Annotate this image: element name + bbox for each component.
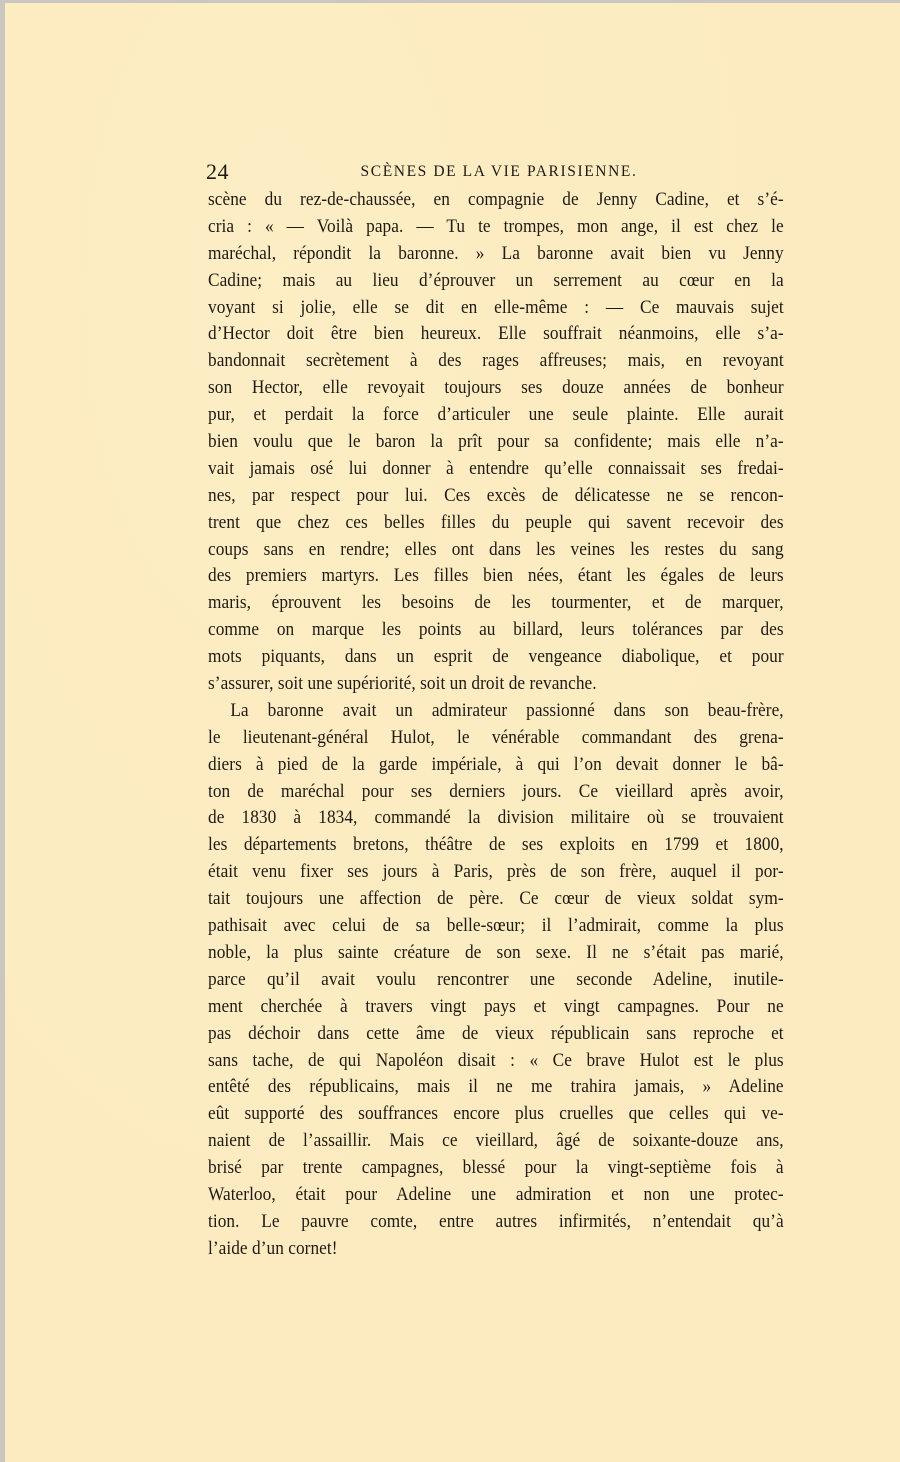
running-head [206,159,784,187]
text-line: parce qu’il avait voulu rencontrer une seconde Adeline, inutile- [208,968,784,990]
text-line: les départements bretons, théâtre de ses exploits en 1799 et 1800, [208,834,784,856]
paragraph [208,698,784,1263]
text-line: entêté des républicains, mais il ne me trahira jamais, » Adeline [208,1076,784,1098]
text-line: diers à pied de la garde impériale, à qui l’on devait donner le bâ- [208,753,784,775]
text-line: des premiers martyrs. Les filles bien nées, étant les égales de leurs [208,565,784,587]
text-line: pur, et perdait la force d’articuler une seule plainte. Elle aurait [208,404,784,426]
text-line: l’aide d’un cornet! [208,1237,338,1259]
text-line: cria : « — Voilà papa. — Tu te trompes, mon ange, il est chez le [208,215,784,237]
text-line: eût supporté des souffrances encore plus cruelles que celles qui ve- [208,1103,784,1125]
text-line: le lieutenant-général Hulot, le vénérable commandant des grena- [208,726,784,748]
text-line: vait jamais osé lui donner à entendre qu’elle connaissait ses fredai- [208,457,784,479]
body-text [208,187,784,1263]
text-line: ton de maréchal pour ses derniers jours. Ce vieillard après avoir, [208,780,784,802]
text-line: bien voulu que le baron la prît pour sa confidente; mais elle n’a- [208,431,784,453]
text-line: coups sans en rendre; elles ont dans les veines les restes du sang [208,538,784,560]
text-line: tait toujours une affection de père. Ce cœur de vieux soldat sym- [208,888,784,910]
text-line: noble, la plus sainte créature de son sexe. Il ne s’était pas marié, [208,941,784,963]
text-line: Waterloo, était pour Adeline une admiration et non une protec- [208,1183,784,1205]
text-line: maris, éprouvent les besoins de les tourmenter, et de marquer, [208,592,784,614]
text-line: voyant si jolie, elle se dit en elle-même : — Ce mauvais sujet [208,296,784,318]
text-line: naient de l’assaillir. Mais ce vieillard, âgé de soixante-douze ans, [208,1130,784,1152]
text-line: pathisait avec celui de sa belle-sœur; il l’admirait, comme la plus [208,915,784,937]
text-line: tion. Le pauvre comte, entre autres infirmités, n’entendait qu’à [208,1210,784,1232]
paragraph [208,187,784,698]
text-line: d’Hector doit être bien heureux. Elle souffrait néanmoins, elle s’a- [208,323,784,345]
text-line: comme on marque les points au billard, leurs tolérances par des [208,619,784,641]
text-line: scène du rez-de-chaussée, en compagnie de Jenny Cadine, et s’é- [208,189,784,210]
page-number: 24 [206,159,229,184]
text-line: bandonnait secrètement à des rages affreuses; mais, en revoyant [208,350,784,372]
text-line: était venu fixer ses jours à Paris, près de son frère, auquel il por- [208,861,784,883]
text-line: trent que chez ces belles filles du peuple qui savent recevoir des [208,511,784,533]
text-line: maréchal, répondit la baronne. » La baronne avait bien vu Jenny [208,242,784,264]
text-line: de 1830 à 1834, commandé la division militaire où se trouvaient [208,807,784,829]
text-line: mots piquants, dans un esprit de vengeance diabolique, et pour [208,646,784,668]
text-line: ment cherchée à travers vingt pays et vingt campagnes. Pour ne [208,995,784,1017]
text-line: Cadine; mais au lieu d’éprouver un serrement au cœur en la [208,269,784,291]
text-line: sans tache, de qui Napoléon disait : « Ce brave Hulot est le plus [208,1049,784,1071]
text-line: La baronne avait un admirateur passionné dans son beau-frère, [230,699,784,721]
text-line: nes, par respect pour lui. Ces excès de délicatesse ne se rencon- [208,484,784,506]
running-title: SCÈNES DE LA VIE PARISIENNE. [360,163,638,180]
text-line: pas déchoir dans cette âme de vieux républicain sans reproche et [208,1022,784,1044]
text-line: son Hector, elle revoyait toujours ses douze années de bonheur [208,377,784,399]
text-line: s’assurer, soit une supériorité, soit un droit de revanche. [208,673,597,695]
text-line: brisé par trente campagnes, blessé pour la vingt-septième fois à [208,1157,784,1179]
